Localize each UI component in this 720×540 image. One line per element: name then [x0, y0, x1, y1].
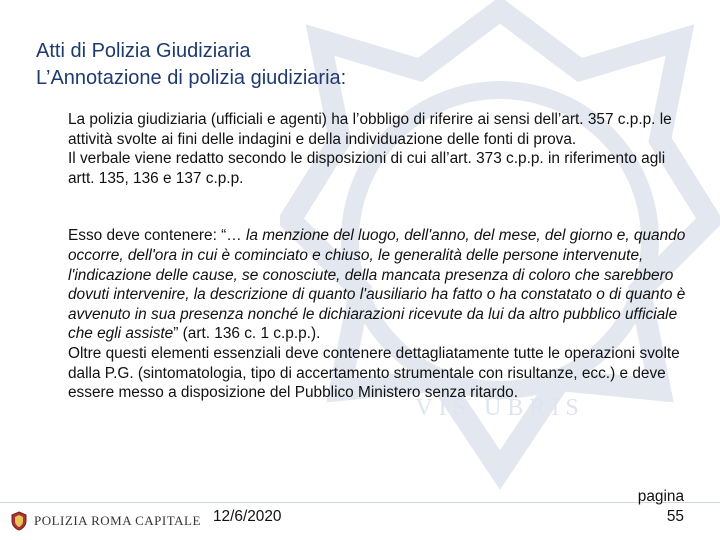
spacer [68, 188, 688, 226]
watermark-motto: VIS UBRIS [415, 395, 585, 421]
crest-icon [10, 511, 28, 531]
paragraph-elementi: Oltre questi elementi essenziali deve contenere dettagliatamente tutte le operazioni svolte dalla P.G. (sintomatologia, tipo di accertamento strumentale con risultanze, ecc.) e deve essere messo a disposizione del Pubblico Ministero senza ritardo. [68, 344, 680, 402]
title-line-2: L’Annotazione di polizia giudiziaria: [36, 67, 347, 89]
paragraph-contenuto [68, 226, 688, 344]
contenuto-reference: ” (art. 136 c. 1 c.p.p.). [173, 325, 321, 343]
footer-date: 12/6/2020 [213, 508, 282, 525]
paragraph-obbligo: La polizia giudiziaria (ufficiali e agenti) ha l’obbligo di riferire ai sensi dell’art. 357 c.p.p. le attività svolte ai fini delle indagini e della individuazione delle fonti di prova. [68, 111, 672, 148]
page-indicator [638, 487, 684, 527]
slide-title [36, 38, 696, 92]
paragraph-verbale: Il verbale viene redatto secondo le disposizioni di cui all’art. 373 c.p.p. in riferimento agli artt. 135, 136 e 137 c.p.p. [68, 150, 666, 187]
contenuto-intro: Esso deve contenere: “… [68, 227, 246, 245]
logo-text: POLIZIA ROMA CAPITALE [34, 513, 201, 528]
title-line-1: Atti di Polizia Giudiziaria [36, 40, 251, 62]
footer-divider [0, 502, 720, 503]
slide-body [68, 110, 688, 403]
footer-logo [10, 510, 201, 532]
contenuto-quote: la menzione del luogo, dell'anno, del mese, del giorno e, quando occorre, dell'ora in cui è cominciato e chiuso, le generalità delle persone intervenute, l'indicazione delle cause, se conosciute, della mancata presenza di coloro che sarebbero dovuti intervenire, la descrizione di quanto l'ausiliario ha fatto o ha constatato o di quanto è avvenuto in sua presenza nonché le dichiarazioni ricevute da lui da altro pubblico ufficiale che egli assiste [68, 227, 686, 343]
page-label: pagina [637, 488, 684, 505]
page-number: 55 [666, 508, 684, 525]
